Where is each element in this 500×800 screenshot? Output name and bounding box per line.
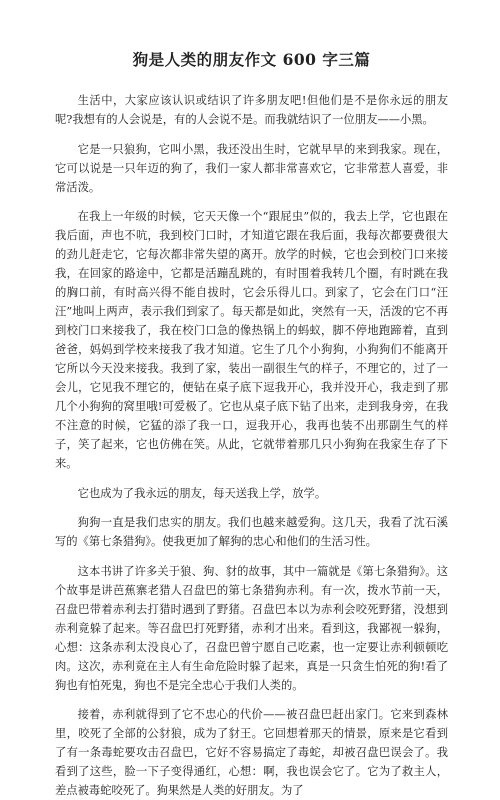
paragraph-6: 这本书讲了许多关于狼、狗、豺的故事，其中一篇就是《第七条猎狗》。这个故事是讲芭蕉寨老猎人召盘巴的第七条猎狗赤利。有一次，拨水节前一天，召盘巴带着赤利去打猎时遇到了野猪。召盘巴本以为赤利会咬死野猪，没想到赤利竟躲了起来。等召盘巴打死野猪，赤利才出来。看到这，我鄙视一躲狗，心想：这条赤利太没良心了，召盘巴曾宁愿自己吃素，也一定要让赤利顿顿吃肉。这次，赤利竟在主人有生命危险时躲了起来，真是一只贪生怕死的狗!看了狗也有怕死鬼，狗也不是完全忠心于我们人类的。	[55, 564, 448, 692]
paragraph-3: 在我上一年级的时候，它天天像一个“跟屁虫”似的，我去上学，它也跟在我后面，声也不吭，我到校门口时，才知道它跟在我后面，我每次都要费很大的劲儿赶走它，它每次都非常失望的离开。放学的时候，它也会到校门口来接我，在回家的路途中，它都是活蹦乱跳的，有时围着我转几个圈，有时跳在我的胸口前，有时高兴得不能自拔时，它会乐得儿口。到家了，它会在门口“汪汪”地叫上两声，表示我们到家了。每天都是如此，突然有一天，活泼的它不再到校门口来接我了，我在校门口急的像热锅上的蚂蚁，脚不停地跑蹄着，直到爸爸，妈妈到学校来接我了我才知道。它生了几个小狗狗，小狗狗们不能离开它所以今天没来接我。我到了家，装出一副很生气的样子，不理它的，过了一会儿，它见我不理它的，便钻在桌子底下逗我开心，我并没开心，我走到了那几个小狗狗的窝里哦!可爱极了。它也从桌子底下钻了出来，走到我身旁，在我不注意的时候，它猛的添了我一口，逗我开心，我再也装不出那副生气的样子，笑了起来，它也仿佛在笑。从此，它就带着那几只小狗狗在我家生存了下来。	[55, 210, 448, 470]
paragraph-2: 它是一只狼狗，它叫小黑，我还没出生时，它就早早的来到我家。现在，它可以说是一只年迈的狗了，我们一家人都非常喜欢它，它非常惹人喜爱，非常活泼。	[55, 142, 448, 194]
paragraph-4: 它也成为了我永远的朋友，每天送我上学，放学。	[77, 486, 327, 500]
paragraph-1: 生活中，大家应该认识或结识了许多朋友吧!但他们是不是你永远的朋友呢?我想有的人会说是，有的人会说不是。而我就结识了一位朋友——小黑。	[55, 94, 448, 126]
paragraph-7: 接着，赤利就得到了它不忠心的代价——被召盘巴赶出家门。它来到森林里，咬死了全部的公豺狼，成为了豺王。它回想着那天的情景，原来是它看到了有一条毒蛇要攻击召盘巴，它好不容易搞定了毒蛇，却被召盘巴误会了。我看到了这些，脸一下子变得通红，心想：啊，我也误会它了。它为了救主人，差点被毒蛇咬死了。狗果然是人类的好朋友。为了	[55, 708, 448, 797]
paragraph-5: 狗狗一直是我们忠实的朋友。我们也越来越爱狗。这几天，我看了沈石溪写的《第七条猎狗》。使我更加了解狗的忠心和他们的生活习性。	[55, 516, 448, 548]
document-title: 狗是人类的朋友作文 600 字三篇	[132, 50, 371, 69]
